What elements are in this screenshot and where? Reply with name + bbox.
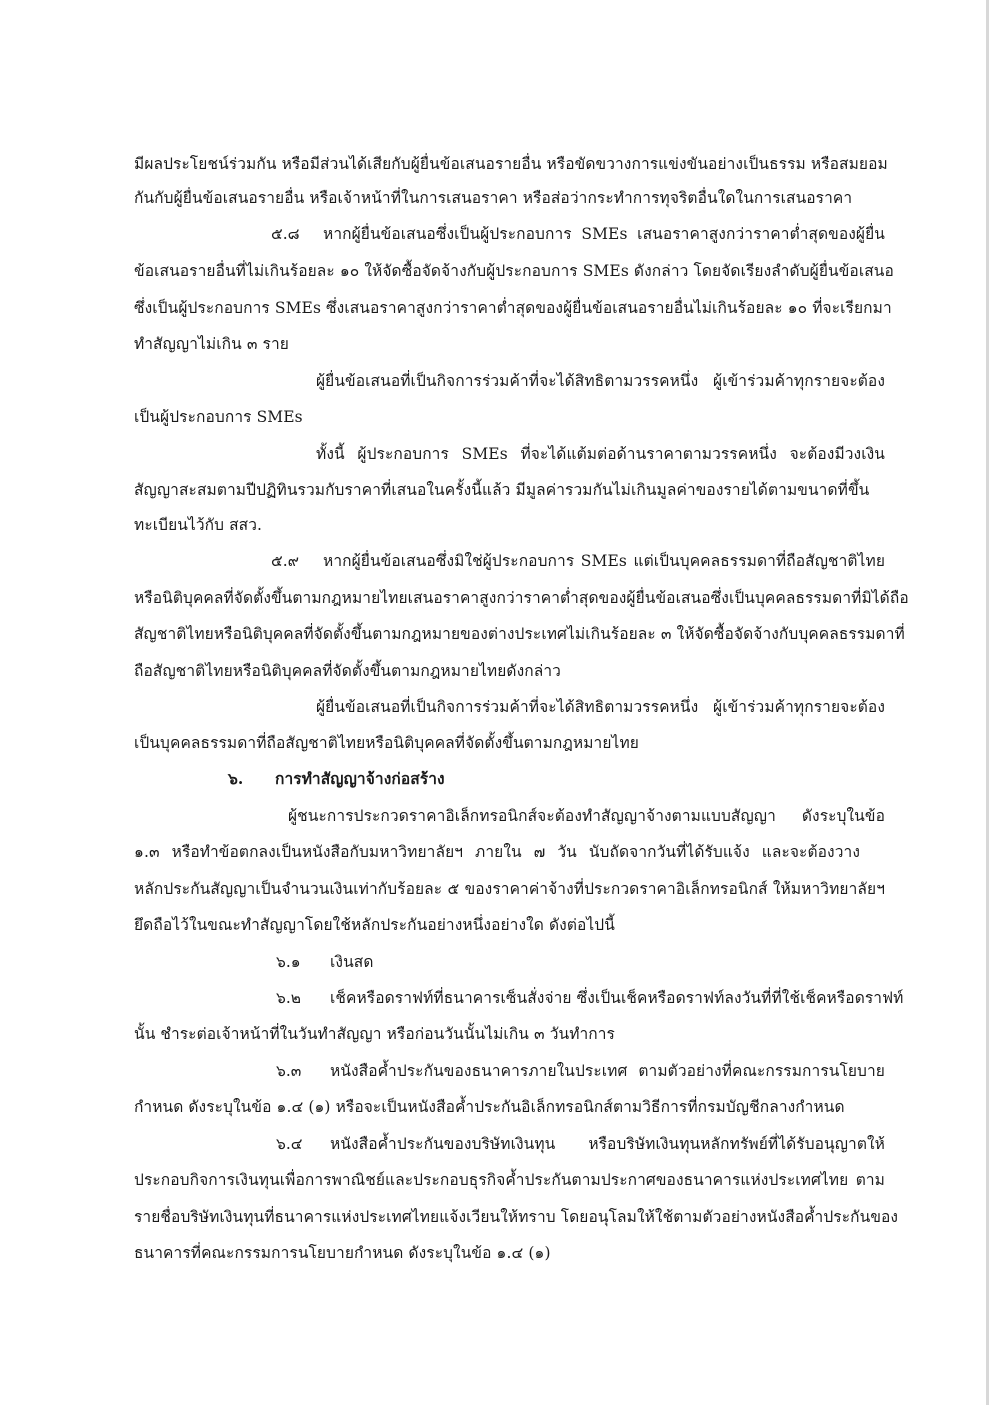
clause-number: ๖.๒ (276, 989, 301, 1007)
clause-number: ๖.๔ (276, 1135, 303, 1153)
body-line: ผู้ยื่นข้อเสนอที่เป็นกิจการร่วมค้าที่จะได้สิทธิตามวรรคหนึ่ง ผู้เข้าร่วมค้าทุกรายจะต้อง (316, 698, 885, 716)
body-line: ข้อเสนอรายอื่นที่ไม่เกินร้อยละ ๑๐ ให้จัดซื้อจัดจ้างกับผู้ประกอบการ SMEs ดังกล่าว โดยจัดเรียงลำดับผู้ยื่นข้อเสนอ (134, 262, 894, 280)
body-line: ยึดถือไว้ในขณะทำสัญญาโดยใช้หลักประกันอย่างหนึ่งอย่างใด ดังต่อไปนี้ (134, 916, 615, 934)
body-line: รายชื่อบริษัทเงินทุนที่ธนาคารแห่งประเทศไทยแจ้งเวียนให้ทราบ โดยอนุโลมให้ใช้ตามตัวอย่างหนังสือค้ำประกันของ (134, 1208, 899, 1226)
clause-number: ๖.๑ (276, 953, 301, 971)
body-line: สัญญาสะสมตามปีปฏิทินรวมกับราคาที่เสนอในครั้งนี้แล้ว มีมูลค่ารวมกันไม่เกินมูลค่าของรายได้ตามขนาดที่ขึ้น (134, 481, 870, 499)
clause-number: ๕.๘ (271, 225, 300, 243)
body-line: เป็นผู้ประกอบการ SMEs (134, 408, 303, 426)
body-line: หนังสือค้ำประกันของบริษัทเงินทุน หรือบริษัทเงินทุนหลักทรัพย์ที่ได้รับอนุญาตให้ (330, 1135, 885, 1153)
body-line: ซึ่งเป็นผู้ประกอบการ SMEs ซึ่งเสนอราคาสูงกว่าราคาต่ำสุดของผู้ยื่นข้อเสนอรายอื่นไม่เกินร้อยละ ๑๐ ที่จะเรียกมา (134, 299, 892, 317)
body-line: กันกับผู้ยื่นข้อเสนอรายอื่น หรือเจ้าหน้าที่ในการเสนอราคา หรือส่อว่ากระทำการทุจริตอื่นใดในการเสนอราคา (134, 189, 853, 207)
body-line: ถือสัญชาติไทยหรือนิติบุคคลที่จัดตั้งขึ้นตามกฎหมายไทยดังกล่าว (134, 662, 561, 680)
body-line: ๑.๓ หรือทำข้อตกลงเป็นหนังสือกับมหาวิทยาลัยฯ ภายใน ๗ วัน นับถัดจากวันที่ได้รับแจ้ง และจะต้องวาง (134, 843, 860, 861)
body-line: เป็นบุคคลธรรมดาที่ถือสัญชาติไทยหรือนิติบุคคลที่จัดตั้งขึ้นตามกฎหมายไทย (134, 734, 639, 752)
section-number: ๖. (228, 769, 244, 788)
clause-number: ๕.๙ (271, 552, 300, 570)
body-line: เงินสด (330, 953, 374, 971)
body-line: สัญชาติไทยหรือนิติบุคคลที่จัดตั้งขึ้นตามกฎหมายของต่างประเทศไม่เกินร้อยละ ๓ ให้จัดซื้อจัดจ้างกับบุคคลธรรมดาที่ (134, 625, 905, 643)
clause-number: ๖.๓ (276, 1062, 302, 1080)
body-line: หรือนิติบุคคลที่จัดตั้งขึ้นตามกฎหมายไทยเสนอราคาสูงกว่าราคาต่ำสุดของผู้ยื่นข้อเสนอซึ่งเป็นบุคคลธรรมดาที่มิได้ถือ (134, 589, 909, 607)
body-line: ทั้งนี้ ผู้ประกอบการ SMEs ที่จะได้แต้มต่อด้านราคาตามวรรคหนึ่ง จะต้องมีวงเงิน (316, 445, 885, 463)
body-line: ทำสัญญาไม่เกิน ๓ ราย (134, 335, 289, 353)
section-title: การทำสัญญาจ้างก่อสร้าง (275, 769, 445, 788)
body-line: เช็คหรือดราฟท์ที่ธนาคารเซ็นสั่งจ่าย ซึ่งเป็นเช็คหรือดราฟท์ลงวันที่ที่ใช้เช็คหรือดราฟท์ (330, 989, 904, 1007)
body-line: หากผู้ยื่นข้อเสนอซึ่งมิใช่ผู้ประกอบการ SMEs แต่เป็นบุคคลธรรมดาที่ถือสัญชาติไทย (323, 552, 885, 570)
body-line: ประกอบกิจการเงินทุนเพื่อการพาณิชย์และประกอบธุรกิจค้ำประกันตามประกาศของธนาคารแห่งประเทศไทย ตาม (134, 1171, 885, 1189)
body-line: ผู้ยื่นข้อเสนอที่เป็นกิจการร่วมค้าที่จะได้สิทธิตามวรรคหนึ่ง ผู้เข้าร่วมค้าทุกรายจะต้อง (316, 372, 885, 390)
body-line: หลักประกันสัญญาเป็นจำนวนเงินเท่ากับร้อยละ ๕ ของราคาค่าจ้างที่ประกวดราคาอิเล็กทรอนิกส์ ให้มหาวิทยาลัยฯ (134, 880, 885, 898)
body-line: ผู้ชนะการประกวดราคาอิเล็กทรอนิกส์จะต้องทำสัญญาจ้างตามแบบสัญญา ดังระบุในข้อ (288, 807, 885, 825)
body-line: หนังสือค้ำประกันของธนาคารภายในประเทศ ตามตัวอย่างที่คณะกรรมการนโยบาย (330, 1062, 885, 1080)
body-line: ทะเบียนไว้กับ สสว. (134, 516, 263, 534)
body-line: กำหนด ดังระบุในข้อ ๑.๔ (๑) หรือจะเป็นหนังสือค้ำประกันอิเล็กทรอนิกส์ตามวิธีการที่กรมบัญชีกลางกำหนด (134, 1098, 845, 1116)
body-line: นั้น ชำระต่อเจ้าหน้าที่ในวันทำสัญญา หรือก่อนวันนั้นไม่เกิน ๓ วันทำการ (134, 1025, 615, 1043)
body-line: มีผลประโยชน์ร่วมกัน หรือมีส่วนได้เสียกับผู้ยื่นข้อเสนอรายอื่น หรือขัดขวางการแข่งขันอย่างเป็นธรรม หรือสมยอม (134, 155, 888, 173)
body-line: ธนาคารที่คณะกรรมการนโยบายกำหนด ดังระบุในข้อ ๑.๔ (๑) (134, 1244, 551, 1262)
body-line: หากผู้ยื่นข้อเสนอซึ่งเป็นผู้ประกอบการ SMEs เสนอราคาสูงกว่าราคาต่ำสุดของผู้ยื่น (323, 225, 885, 243)
